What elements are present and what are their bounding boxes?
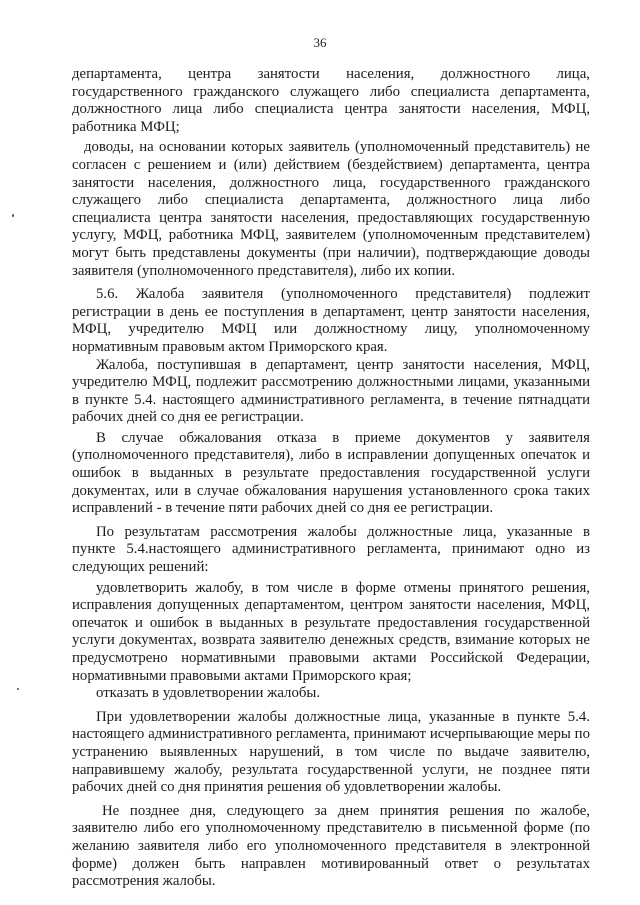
paragraph: В случае обжалования отказа в приеме документов у заявителя (уполномоченного представителя), либо в исправлении допущенных опечаток и ошибок в выданных в результате предоставления государственной услуги документах, или в случае обжалования нарушения установленного срока таких исправлений - в течение пяти рабочих дней со дня ее регистрации. (72, 429, 590, 517)
scan-speck (17, 688, 19, 690)
paragraph: удовлетворить жалобу, в том числе в форме отмены принятого решения, исправления допущенных департаментом, центром занятости населения, МФЦ, опечаток и ошибок в выданных в результате предоставления государственной услуги документах, возврата заявителю денежных средств, взимание которых не предусмотрено нормативными правовыми актами Российской Федерации, нормативными правовыми актами Приморского края; (72, 579, 590, 684)
page-number: 36 (313, 35, 327, 50)
paragraph: отказать в удовлетворении жалобы. (96, 685, 321, 702)
document-body (72, 66, 590, 891)
paragraph: 5.6. Жалоба заявителя (уполномоченного представителя) подлежит регистрации в день ее поступления в департамент, центр занятости населения, МФЦ, учредителю МФЦ или должностному лицу, уполномоченному нормативным правовым актом Приморского края. (72, 286, 590, 355)
paragraph: При удовлетворении жалобы должностные лица, указанные в пункте 5.4. настоящего административного регламента, принимают исчерпывающие меры по устранению выявленных нарушений, в том числе по выдаче заявителю, направившему жалобу, результата государственной услуги, не позднее пяти рабочих дней со дня принятия решения об удовлетворении жалобы. (72, 708, 590, 796)
paragraph: Жалоба, поступившая в департамент, центр занятости населения, МФЦ, учредителю МФЦ, подлежит рассмотрению должностными лицами, указанными в пункте 5.4. настоящего административного регламента, в течение пятнадцати рабочих дней со дня ее регистрации. (72, 356, 590, 426)
paragraph: По результатам рассмотрения жалобы должностные лица, указанные в пункте 5.4.настоящего административного регламента, принимают одно из следующих решений: (72, 523, 590, 576)
scan-speck (12, 214, 14, 217)
paragraph: доводы, на основании которых заявитель (уполномоченный представитель) не согласен с решением и (или) действием (бездействием) департамента, центра занятости населения, должностного лица, государственного гражданского служащего либо специалиста департамента, должностного лица либо специалиста центра занятости населения, предоставляющих государственную услугу, МФЦ, работника МФЦ, заявителем (уполномоченным представителем) могут быть представлены документы (при наличии), подтверждающие доводы заявителя (уполномоченного представителя), либо их копии. (72, 139, 590, 279)
paragraph: Не позднее дня, следующего за днем принятия решения по жалобе, заявителю либо его уполномоченному представителю в письменной форме (по желанию заявителя либо его уполномоченного представителя в электронной форме) должен быть направлен мотивированный ответ о результатах рассмотрения жалобы. (72, 802, 590, 890)
paragraph: департамента, центра занятости населения, должностного лица, государственного гражданского служащего либо специалиста департамента, должностного лица либо специалиста центра занятости населения, МФЦ, работника МФЦ; (72, 66, 590, 135)
